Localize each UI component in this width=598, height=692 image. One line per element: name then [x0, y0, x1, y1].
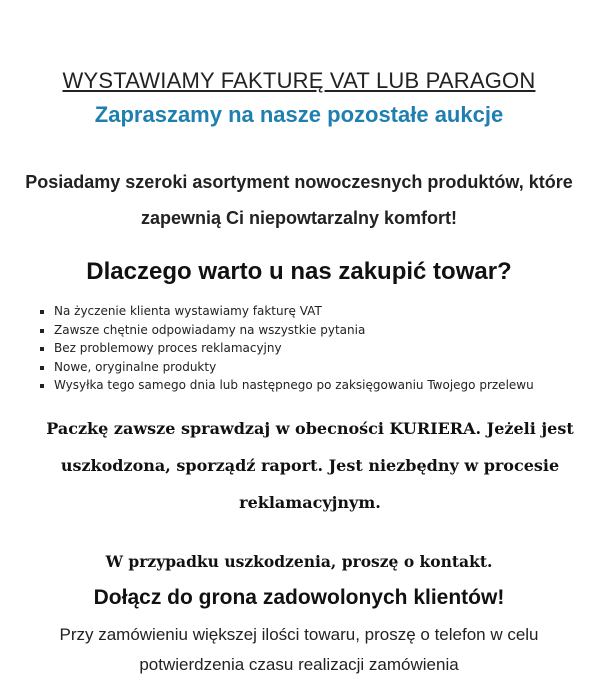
courier-line-1: Paczkę zawsze sprawdzaj w obecności KURIERA. Jeżeli jest	[46, 419, 574, 438]
courier-notice	[30, 410, 590, 521]
invoice-heading: WYSTAWIAMY FAKTURĘ VAT LUB PARAGON	[62, 68, 536, 93]
damage-contact-note: W przypadku uszkodzenia, proszę o kontakt.	[105, 552, 493, 571]
assortment-line-2: zapewnią Ci niepowtarzalny komfort!	[140, 208, 458, 228]
list-item: ▪ Bez problemowy proces reklamacyjny	[54, 339, 534, 358]
list-item: ▪ Na życzenie klienta wystawiamy fakturę VAT	[54, 302, 534, 321]
courier-line-3: reklamacyjnym.	[239, 493, 381, 512]
reasons-list	[38, 302, 534, 395]
join-customers-heading: Dołącz do grona zadowolonych klientów!	[93, 586, 505, 609]
assortment-text	[0, 164, 598, 236]
bulk-order-note	[0, 620, 598, 680]
why-buy-heading: Dlaczego warto u nas zakupić towar?	[86, 258, 512, 285]
list-item: ▪ Nowe, oryginalne produkty	[54, 358, 534, 377]
courier-line-2: uszkodzona, sporządź raport. Jest niezbędny w procesie	[60, 456, 560, 475]
list-item: ▪ Wysyłka tego samego dnia lub następnego po zaksięgowaniu Twojego przelewu	[54, 376, 534, 395]
bulk-line-2: potwierdzenia czasu realizacji zamówienia	[139, 655, 459, 674]
other-auctions-invite: Zapraszamy na nasze pozostałe aukcje	[94, 102, 504, 127]
assortment-line-1: Posiadamy szeroki asortyment nowoczesnych produktów, które	[25, 172, 573, 192]
list-item: ▪ Zawsze chętnie odpowiadamy na wszystkie pytania	[54, 321, 534, 340]
bulk-line-1: Przy zamówieniu większej ilości towaru, proszę o telefon w celu	[59, 625, 539, 644]
